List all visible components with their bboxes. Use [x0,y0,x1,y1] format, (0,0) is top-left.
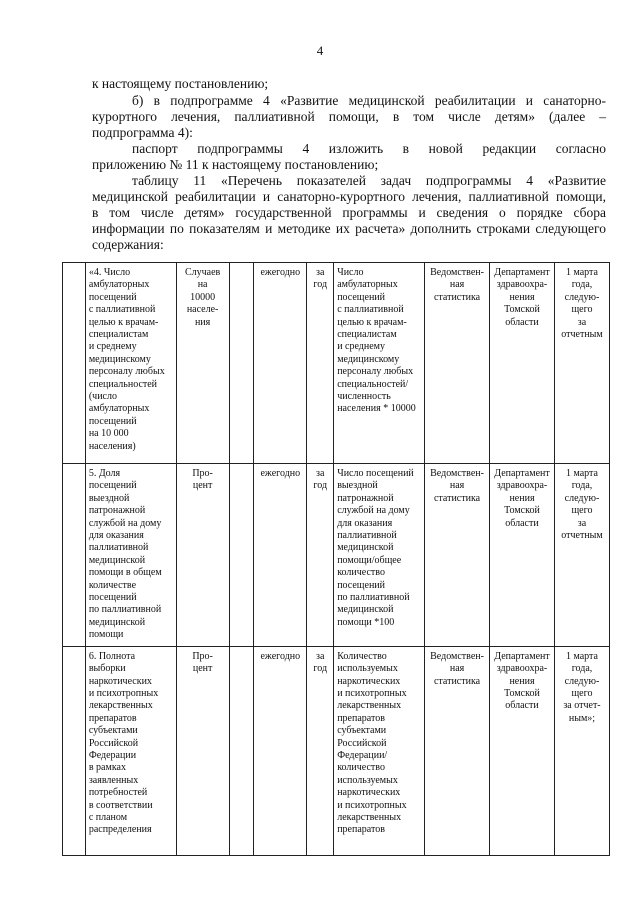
empty-cell [63,464,86,647]
paragraph-line: содержания: [92,237,164,252]
paragraph-line: информации по показателям и методике их расчета» дополнить строками следующего [92,221,606,236]
paragraph-line: в том числе детям» государственной программы и сведения о порядке сбора [92,205,606,220]
empty-cell [229,646,254,855]
frequency-cell: ежегодно [254,646,307,855]
table-row [63,646,610,855]
period-cell: за год [307,646,334,855]
responsible-cell: Департамент здравоохра- нения Томской области [490,646,555,855]
table-row [63,263,610,464]
period-cell: за год [307,464,334,647]
empty-cell [229,464,254,647]
deadline-cell: 1 марта года, следую- щего за отчетным [554,263,609,464]
responsible-cell: Департамент здравоохра- нения Томской области [490,263,555,464]
formula-cell: Число посещений выездной патронажной службой на дому для оказания паллиативной медицинской помощи/общее количество посещений по паллиативной медицинской помощи *100 [334,464,425,647]
paragraph-line: приложению № 11 к настоящему постановлению; [92,157,379,172]
table-row [63,464,610,647]
unit-cell: Про- цент [176,464,229,647]
source-cell: Ведомствен- ная статистика [425,263,490,464]
paragraph-table-11 [92,173,606,253]
paragraph-line: таблицу 11 «Перечень показателей задач подпрограммы 4 «Развитие [132,173,606,188]
empty-cell [63,646,86,855]
unit-cell: Про- цент [176,646,229,855]
deadline-cell: 1 марта года, следую- щего за отчетным [554,464,609,647]
paragraph-line: курортного лечения, паллиативной помощи, в том числе детям» (далее – [92,109,606,124]
frequency-cell: ежегодно [254,263,307,464]
paragraph-subprogram-4 [92,93,606,141]
source-cell: Ведомствен- ная статистика [425,464,490,647]
empty-cell [63,263,86,464]
paragraph-line: медицинской реабилитации и санаторно-курортного лечения, паллиативной помощи, [92,189,606,204]
paragraph-passport [92,141,606,173]
responsible-cell: Департамент здравоохра- нения Томской области [490,464,555,647]
unit-cell: Случаев на 10000 населе- ния [176,263,229,464]
indicator-cell: 6. Полнота выборки наркотических и психотропных лекарственных препаратов субъектами Российской Федерации в рамках заявленных потребностей в соответствии с планом распределения [85,646,176,855]
indicator-cell: «4. Число амбулаторных посещений с паллиативной целью к врачам- специалистам и среднему медицинскому персоналу любых специальностей (число амбулаторных посещений на 10 000 населения) [85,263,176,464]
paragraph-line: паспорт подпрограммы 4 изложить в новой редакции согласно [132,141,606,156]
paragraph-line: б) в подпрограмме 4 «Развитие медицинской реабилитации и санаторно- [132,93,606,108]
frequency-cell: ежегодно [254,464,307,647]
paragraph-reference: к настоящему постановлению; [92,76,269,91]
paragraph-line: подпрограмма 4): [92,125,193,140]
formula-cell: Число амбулаторных посещений с паллиативной целью к врачам- специалистам и среднему медицинскому персоналу любых специальностей/ численность населения * 10000 [334,263,425,464]
formula-cell: Количество используемых наркотических и психотропных лекарственных препаратов субъектами Российской Федерации/ количество используемых наркотических и психотропных лекарственных препаратов [334,646,425,855]
period-cell: за год [307,263,334,464]
empty-cell [229,263,254,464]
indicators-table [62,262,610,856]
page-number: 4 [316,43,324,58]
deadline-cell: 1 марта года, следую- щего за отчет- ным»; [554,646,609,855]
indicator-cell: 5. Доля посещений выездной патронажной службой на дому для оказания паллиативной медицинской помощи в общем количестве посещений по паллиативной медицинской помощи [85,464,176,647]
source-cell: Ведомствен- ная статистика [425,646,490,855]
